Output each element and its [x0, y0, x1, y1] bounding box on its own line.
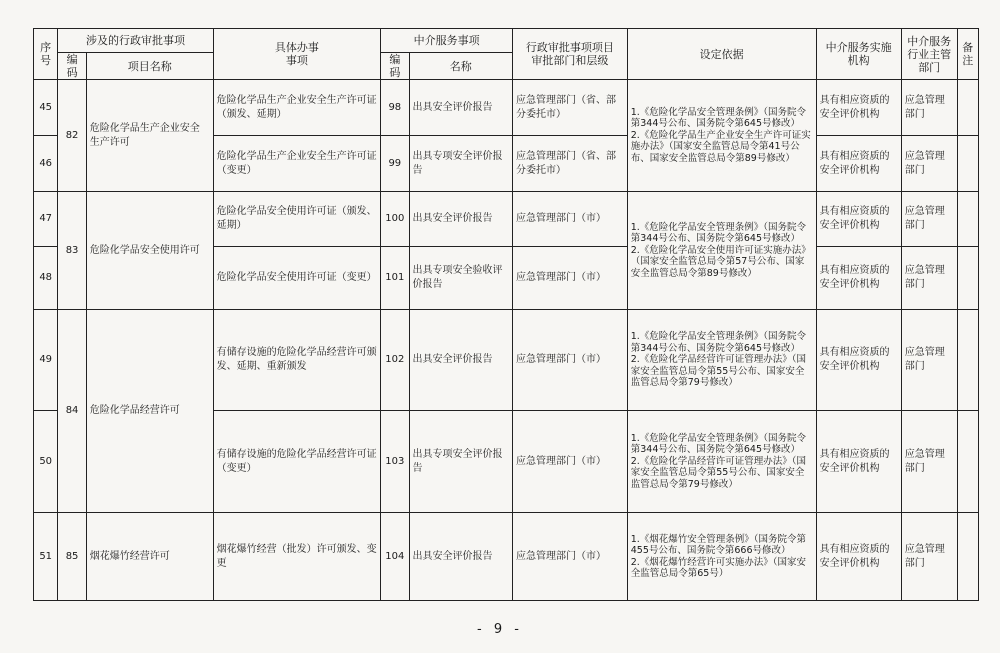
- admin-name-cell: 烟花爆竹经营许可: [86, 513, 213, 601]
- basis-cell: [627, 411, 816, 513]
- dept-cell: 应急管理部门（市）: [513, 247, 628, 310]
- service-code-cell: 104: [381, 513, 409, 601]
- authority-cell: 应急管理部门: [901, 80, 957, 136]
- admin-code-cell: 84: [58, 310, 86, 513]
- authority-cell: 应急管理部门: [901, 411, 957, 513]
- dept-cell: 应急管理部门（市）: [513, 513, 628, 601]
- agency-cell: 具有相应资质的安全评价机构: [816, 192, 901, 247]
- service-code-cell: 103: [381, 411, 409, 513]
- table-row: [34, 310, 979, 411]
- authority-cell: 应急管理部门: [901, 310, 957, 411]
- service-code-cell: 98: [381, 80, 409, 136]
- basis-text: 1.《危险化学品安全管理条例》（国务院令第344号公布、国务院令第645号修改） 2.《危险化学品经营许可证管理办法》（国家安全监管总局令第55号公布、国家安全监管总局令第79号修改）: [630, 331, 807, 389]
- service-code-cell: 102: [381, 310, 409, 411]
- admin-name-cell: 危险化学品生产企业安全生产许可: [86, 80, 213, 192]
- service-code-cell: 101: [381, 247, 409, 310]
- authority-cell: 应急管理部门: [901, 192, 957, 247]
- basis-cell: [627, 192, 816, 310]
- seq-cell: 50: [34, 411, 58, 513]
- header-service-name: 名称: [409, 53, 513, 80]
- service-name-cell: 出具专项安全评价报告: [409, 136, 513, 192]
- service-name-cell: 出具安全评价报告: [409, 513, 513, 601]
- header-admin-code: 编码: [58, 53, 86, 80]
- basis-text: 1.《烟花爆竹安全管理条例》（国务院令第455号公布、国务院令第666号修改） 2.《烟花爆竹经营许可实施办法》（国家安全监管总局令第65号）: [630, 533, 807, 579]
- header-agency: [816, 29, 901, 80]
- admin-code-cell: 82: [58, 80, 86, 192]
- specific-cell: 危险化学品生产企业安全生产许可证（变更）: [213, 136, 380, 192]
- header-agency-text: 中介服务实施 机构: [825, 41, 892, 67]
- table-row: [34, 80, 979, 136]
- seq-cell: 46: [34, 136, 58, 192]
- specific-cell: 危险化学品安全使用许可证（变更）: [213, 247, 380, 310]
- basis-text: 1.《危险化学品安全管理条例》（国务院令第344号公布、国务院令第645号修改） 2.《危险化学品生产企业安全生产许可证实施办法》（国家安全监管总局令第41号公布、国家安全监管总局令第89号修改）: [630, 106, 811, 164]
- agency-cell: 具有相应资质的安全评价机构: [816, 247, 901, 310]
- remark-cell: [957, 247, 978, 310]
- service-code-cell: 100: [381, 192, 409, 247]
- header-authority-text: 中介服务 行业主管 部门: [907, 34, 952, 74]
- table-row: [34, 192, 979, 247]
- service-name-cell: 出具安全评价报告: [409, 192, 513, 247]
- dept-cell: 应急管理部门（市）: [513, 192, 628, 247]
- basis-cell: [627, 80, 816, 192]
- header-service-code: 编码: [381, 53, 409, 80]
- basis-cell: [627, 310, 816, 411]
- remark-cell: [957, 192, 978, 247]
- basis-text: 1.《危险化学品安全管理条例》（国务院令第344号公布、国务院令第645号修改） 2.《危险化学品经营许可证管理办法》（国家安全监管总局令第55号公布、国家安全监管总局令第79号修改）: [630, 432, 807, 490]
- remark-cell: [957, 80, 978, 136]
- header-dept-text: 行政审批事项项目 审批部门和层级: [525, 41, 614, 67]
- header-basis: 设定依据: [627, 29, 816, 80]
- seq-cell: 49: [34, 310, 58, 411]
- seq-cell: 45: [34, 80, 58, 136]
- remark-cell: [957, 136, 978, 192]
- agency-cell: 具有相应资质的安全评价机构: [816, 411, 901, 513]
- header-dept: [513, 29, 628, 80]
- service-name-cell: 出具安全评价报告: [409, 310, 513, 411]
- dept-cell: 应急管理部门（市）: [513, 411, 628, 513]
- header-service-group: 中介服务事项: [381, 29, 513, 53]
- specific-cell: 烟花爆竹经营（批发）许可颁发、变更: [213, 513, 380, 601]
- authority-cell: 应急管理部门: [901, 513, 957, 601]
- agency-cell: 具有相应资质的安全评价机构: [816, 136, 901, 192]
- basis-cell: [627, 513, 816, 601]
- admin-code-cell: 83: [58, 192, 86, 310]
- agency-cell: 具有相应资质的安全评价机构: [816, 310, 901, 411]
- admin-name-cell: 危险化学品经营许可: [86, 310, 213, 513]
- page-number: - 9 -: [477, 622, 523, 637]
- specific-cell: 危险化学品生产企业安全生产许可证（颁发、延期）: [213, 80, 380, 136]
- specific-cell: 危险化学品安全使用许可证（颁发、延期）: [213, 192, 380, 247]
- header-seq: 序号: [34, 29, 58, 80]
- authority-cell: 应急管理部门: [901, 247, 957, 310]
- header-specific-text: 具体办事 事项: [274, 41, 319, 67]
- remark-cell: [957, 513, 978, 601]
- admin-code-cell: 85: [58, 513, 86, 601]
- seq-cell: 48: [34, 247, 58, 310]
- basis-text: 1.《危险化学品安全管理条例》（国务院令第344号公布、国务院令第645号修改） 2.《危险化学品安全使用许可证实施办法》（国家安全监管总局令第57号公布、国家安全监管总局令第89号修改）: [630, 221, 811, 279]
- header-specific: [213, 29, 380, 80]
- specific-cell: 有储存设施的危险化学品经营许可证（变更）: [213, 411, 380, 513]
- authority-cell: 应急管理部门: [901, 136, 957, 192]
- seq-cell: 51: [34, 513, 58, 601]
- table-row: [34, 513, 979, 601]
- admin-name-cell: 危险化学品安全使用许可: [86, 192, 213, 310]
- header-authority: [901, 29, 957, 80]
- service-name-cell: 出具安全评价报告: [409, 80, 513, 136]
- header-row-1: [34, 29, 979, 53]
- approval-items-table: [33, 28, 979, 601]
- dept-cell: 应急管理部门（市）: [513, 310, 628, 411]
- service-code-cell: 99: [381, 136, 409, 192]
- header-admin-group: 涉及的行政审批事项: [58, 29, 213, 53]
- remark-cell: [957, 310, 978, 411]
- dept-cell: 应急管理部门（省、部分委托市）: [513, 80, 628, 136]
- remark-cell: [957, 411, 978, 513]
- agency-cell: 具有相应资质的安全评价机构: [816, 513, 901, 601]
- agency-cell: 具有相应资质的安全评价机构: [816, 80, 901, 136]
- seq-cell: 47: [34, 192, 58, 247]
- specific-cell: 有储存设施的危险化学品经营许可颁发、延期、重新颁发: [213, 310, 380, 411]
- header-admin-name: 项目名称: [86, 53, 213, 80]
- header-remark-text: 备 注: [962, 41, 974, 67]
- service-name-cell: 出具专项安全评价报告: [409, 411, 513, 513]
- header-remark: [957, 29, 978, 80]
- service-name-cell: 出具专项安全验收评价报告: [409, 247, 513, 310]
- dept-cell: 应急管理部门（省、部分委托市）: [513, 136, 628, 192]
